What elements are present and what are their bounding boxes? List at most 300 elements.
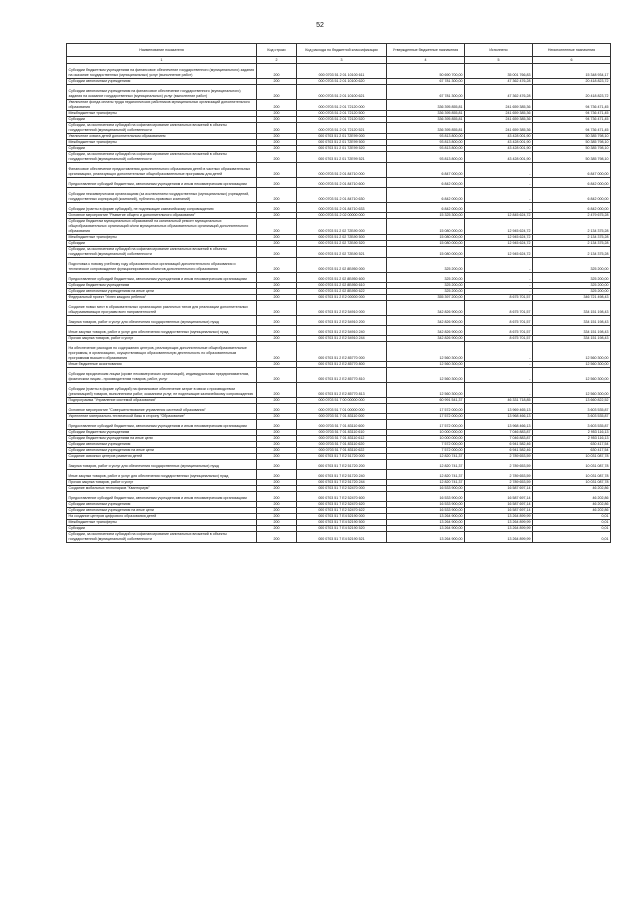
row-unexecuted: 334 151 198,43 xyxy=(533,326,611,336)
col-number: 1 xyxy=(67,57,257,64)
row-approved: 15 080 000,00 xyxy=(387,241,465,247)
row-kbk: 000 0703 51 7 01 83110 000 xyxy=(297,414,387,420)
row-approved: 15 080 000,00 xyxy=(387,247,465,258)
row-kbk: 000 0703 51 2 01 72120 500 xyxy=(297,111,387,117)
column-number-row xyxy=(67,57,611,64)
row-approved: 336 395 855,81 xyxy=(387,100,465,111)
row-approved: 12 820 741,37 xyxy=(387,454,465,460)
row-unexecuted: 6 842 000,00 xyxy=(533,203,611,213)
row-unexecuted: 46 202,86 xyxy=(533,502,611,508)
table-row xyxy=(67,508,611,514)
table-row xyxy=(67,492,611,502)
table-row xyxy=(67,100,611,111)
row-executed: 47 362 476,28 xyxy=(465,79,533,85)
row-executed: - xyxy=(465,368,533,383)
row-approved: 15 080 000,00 xyxy=(387,235,465,241)
row-approved: 50 690 700,00 xyxy=(387,64,465,79)
row-kbk: 000 0703 51 2 01 72120 520 xyxy=(297,117,387,123)
row-name: Подпрограмма "Управление системой образования" xyxy=(67,398,257,404)
row-name: Субсидии бюджетным учреждениям xyxy=(67,430,257,436)
row-unexecuted: 94 736 471,45 xyxy=(533,123,611,134)
col-header-executed: Исполнено xyxy=(465,44,533,57)
table-row xyxy=(67,404,611,414)
row-approved: 342 826 900,00 xyxy=(387,316,465,326)
row-executed: - xyxy=(465,273,533,283)
row-kbk: 000 0703 51 2 01 72E99 500 xyxy=(297,140,387,146)
budget-execution-table xyxy=(66,43,611,543)
row-line-code: 200 xyxy=(257,442,297,448)
row-kbk: 000 0703 51 7 E2 52470 600 xyxy=(297,492,387,502)
row-kbk: 000 0703 51 2 E2 85770 810 xyxy=(297,368,387,383)
row-executed: 12 945 624,72 xyxy=(465,235,533,241)
row-unexecuted: 12 560 300,00 xyxy=(533,362,611,368)
row-unexecuted: 334 151 198,43 xyxy=(533,316,611,326)
row-executed: 47 362 476,28 xyxy=(465,85,533,100)
table-row xyxy=(67,152,611,163)
row-name: Иные бюджетные ассигнования xyxy=(67,362,257,368)
row-name: Иные закупки товаров, работ и услуг для обеспечения государственных (муниципальных) нужд xyxy=(67,326,257,336)
row-approved: 12 560 300,00 xyxy=(387,368,465,383)
row-approved: 93 813 800,00 xyxy=(387,140,465,146)
row-line-code: 200 xyxy=(257,398,297,404)
row-unexecuted: 10 031 087,78 xyxy=(533,460,611,470)
row-unexecuted: 630 417,54 xyxy=(533,448,611,454)
row-unexecuted: 346 721 498,43 xyxy=(533,295,611,301)
table-row xyxy=(67,326,611,336)
row-name: Субсидии xyxy=(67,526,257,532)
row-kbk: 000 0703 51 2 E2 85770 813 xyxy=(297,383,387,398)
row-line-code: 200 xyxy=(257,140,297,146)
row-line-code: 200 xyxy=(257,368,297,383)
row-kbk: 000 0703 51 7 01 83110 612 xyxy=(297,436,387,442)
table-row xyxy=(67,514,611,520)
row-line-code: 200 xyxy=(257,79,297,85)
table-row xyxy=(67,532,611,543)
row-approved: 6 847 000,00 xyxy=(387,163,465,178)
row-kbk: 000 0703 51 2 02 72Б90 500 xyxy=(297,235,387,241)
row-name: Субсидии автономным учреждениям на финансовое обеспечение государственного (муниципального) задания на оказание государственных (муниципальных) услуг (выполнение работ) xyxy=(67,85,257,100)
row-line-code: 200 xyxy=(257,273,297,283)
row-kbk: 000 0703 51 2 01 10100 620 xyxy=(297,79,387,85)
col-number: 6 xyxy=(533,57,611,64)
row-executed: - xyxy=(465,258,533,273)
row-executed: 13 264 899,99 xyxy=(465,526,533,532)
table-row xyxy=(67,316,611,326)
row-executed: - xyxy=(465,203,533,213)
table-row xyxy=(67,178,611,188)
row-executed: 8 675 701,57 xyxy=(465,326,533,336)
row-name: Субсидии бюджетным учреждениям xyxy=(67,283,257,289)
row-name: Субсидии автономным учреждениям на иные цели xyxy=(67,448,257,454)
row-kbk: 000 0703 51 7 E2 52470 000 xyxy=(297,486,387,492)
row-kbk: 000 0703 51 7 01 83110 610 xyxy=(297,430,387,436)
row-kbk: 000 0703 51 2 E2 00000 000 xyxy=(297,295,387,301)
row-kbk: 000 0703 51 7 E4 52190 000 xyxy=(297,514,387,520)
row-kbk: 000 0703 51 2 02 8Б950 610 xyxy=(297,283,387,289)
row-unexecuted: 15 348 934,17 xyxy=(533,64,611,79)
row-unexecuted: 20 418 823,72 xyxy=(533,79,611,85)
row-executed: - xyxy=(465,178,533,188)
row-kbk: 000 0703 51 7 00 00000 000 xyxy=(297,398,387,404)
row-name: Межбюджетные трансферты xyxy=(67,140,257,146)
row-kbk: 000 0703 51 2 E2 54910 244 xyxy=(297,336,387,342)
row-name: Субсидии юридическим лицам (кроме некоммерческих организаций), индивидуальным предпринимателям, физическим лицам - производителям товаров, работ, услуг xyxy=(67,368,257,383)
table-row xyxy=(67,368,611,383)
table-row xyxy=(67,486,611,492)
row-name: Предоставление субсидий бюджетным, автономным учреждениям и иным некоммерческим организациям xyxy=(67,492,257,502)
row-executed: - xyxy=(465,188,533,203)
row-line-code: 200 xyxy=(257,85,297,100)
row-approved: 12 820 741,37 xyxy=(387,460,465,470)
row-unexecuted: 94 736 471,45 xyxy=(533,111,611,117)
row-approved: 325 200,00 xyxy=(387,289,465,295)
row-approved: 17 572 000,00 xyxy=(387,404,465,414)
row-name: Субсидии, за исключением субсидий на софинансирование капитальных вложений в объекты государственной (муниципальной) собственности xyxy=(67,247,257,258)
row-line-code: 200 xyxy=(257,295,297,301)
row-kbk: 000 0703 51 2 01 84710 000 xyxy=(297,163,387,178)
row-name: Прочая закупка товаров, работ и услуг xyxy=(67,336,257,342)
row-executed: 12 845 624,72 xyxy=(465,213,533,219)
row-line-code: 200 xyxy=(257,326,297,336)
row-name: Субсидии, за исключением субсидий на софинансирование капитальных вложений в объекты государственной (муниципальной) собственности xyxy=(67,532,257,543)
row-kbk: 000 0703 51 7 E2 51720 240 xyxy=(297,470,387,480)
row-line-code: 200 xyxy=(257,123,297,134)
row-executed: 2 789 653,59 xyxy=(465,454,533,460)
table-row xyxy=(67,163,611,178)
row-approved: 7 572 000,00 xyxy=(387,442,465,448)
row-line-code: 200 xyxy=(257,336,297,342)
row-executed: 13 264 899,99 xyxy=(465,520,533,526)
row-name: Субсидии автономным учреждениям на иные цели xyxy=(67,289,257,295)
row-approved: 342 826 900,00 xyxy=(387,301,465,316)
row-executed: - xyxy=(465,383,533,398)
row-line-code: 200 xyxy=(257,316,297,326)
row-approved: 93 813 800,00 xyxy=(387,146,465,152)
row-kbk: 000 0703 51 7 01 83110 622 xyxy=(297,448,387,454)
row-line-code: 200 xyxy=(257,258,297,273)
row-executed: 7 046 883,87 xyxy=(465,430,533,436)
row-name: Субсидии автономным учреждениям xyxy=(67,79,257,85)
row-name: Межбюджетные трансферты xyxy=(67,520,257,526)
col-header-kbk: Код расхода по бюджетной классификации xyxy=(297,44,387,57)
row-name: Субсидии (гранты в форме субсидий) на финансовое обеспечение затрат в связи с производством (реализацией) товаров, выполнением работ, оказанием услуг, не подлежащие казначейскому сопровождению xyxy=(67,383,257,398)
row-approved: 336 395 855,81 xyxy=(387,117,465,123)
row-executed: 2 789 653,59 xyxy=(465,470,533,480)
row-name: Прочая закупка товаров, работ и услуг xyxy=(67,480,257,486)
row-name: Субсидии бюджетным учреждениям на финансовое обеспечение государственного (муниципального) задания на оказание государственных (муниципальных) услуг (выполнение работ) xyxy=(67,64,257,79)
col-header-unexecuted: Неисполненные назначения xyxy=(533,44,611,57)
row-executed: - xyxy=(465,163,533,178)
table-row xyxy=(67,188,611,203)
row-executed: 8 675 701,57 xyxy=(465,336,533,342)
row-line-code: 200 xyxy=(257,188,297,203)
row-name: Финансовое обеспечение предоставления дополнительного образования детей в частных образовательных организациях, реализующих дополнительные общеобразовательные программы для детей xyxy=(67,163,257,178)
row-line-code: 200 xyxy=(257,342,297,362)
table-row xyxy=(67,448,611,454)
row-kbk: 000 0703 51 2 02 8Б950 622 xyxy=(297,289,387,295)
row-approved: 342 826 900,00 xyxy=(387,336,465,342)
row-line-code: 200 xyxy=(257,430,297,436)
row-kbk: 000 0703 51 2 E2 85770 000 xyxy=(297,342,387,362)
row-kbk: 000 0703 51 2 01 10100 621 xyxy=(297,85,387,100)
row-line-code: 200 xyxy=(257,414,297,420)
row-kbk: 000 0703 51 2 E2 54910 000 xyxy=(297,301,387,316)
row-unexecuted: 2 953 116,13 xyxy=(533,436,611,442)
row-name: Предоставление субсидий бюджетным, автономным учреждениям и иным некоммерческим организациям xyxy=(67,273,257,283)
row-kbk: 000 0703 51 2 02 00000 000 xyxy=(297,213,387,219)
row-unexecuted: 50 385 798,10 xyxy=(533,146,611,152)
row-executed: 43 428 001,90 xyxy=(465,134,533,140)
table-row xyxy=(67,398,611,404)
row-executed: 13 969 465,13 xyxy=(465,404,533,414)
row-executed: 2 789 653,59 xyxy=(465,480,533,486)
row-kbk: 000 0703 51 2 01 72E99 520 xyxy=(297,146,387,152)
table-row xyxy=(67,420,611,430)
row-executed: 241 659 385,36 xyxy=(465,111,533,117)
row-kbk: 000 0703 51 2 02 72Б90 520 xyxy=(297,241,387,247)
row-approved: 13 264 900,00 xyxy=(387,520,465,526)
row-approved: 355 397 200,00 xyxy=(387,295,465,301)
row-executed: 16 587 697,14 xyxy=(465,492,533,502)
row-line-code: 200 xyxy=(257,520,297,526)
row-approved: 13 264 900,00 xyxy=(387,514,465,520)
row-unexecuted: 12 560 300,00 xyxy=(533,383,611,398)
row-line-code: 200 xyxy=(257,178,297,188)
table-row xyxy=(67,85,611,100)
row-executed: 13 264 899,99 xyxy=(465,532,533,543)
row-line-code: 200 xyxy=(257,241,297,247)
row-kbk: 000 0703 51 2 01 72E99 521 xyxy=(297,152,387,163)
row-executed: 8 675 701,57 xyxy=(465,295,533,301)
row-kbk: 000 0703 51 7 E2 52470 622 xyxy=(297,508,387,514)
row-name: Создание сквозных центров развития детей xyxy=(67,454,257,460)
row-name: Закупка товаров, работ и услуг для обеспечения государственных (муниципальных) нужд xyxy=(67,460,257,470)
row-approved: 17 572 000,00 xyxy=(387,420,465,430)
row-name: Подготовка к новому учебному году образовательных организаций дополнительного образования и техническое сопровождение функционирования объектов дополнительного образования xyxy=(67,258,257,273)
row-unexecuted: 12 560 300,00 xyxy=(533,368,611,383)
row-name: Субсидии xyxy=(67,241,257,247)
row-name: Субсидии, за исключением субсидий на софинансирование капитальных вложений в объекты государственной (муниципальной) собственности xyxy=(67,123,257,134)
row-line-code: 200 xyxy=(257,219,297,235)
row-kbk: 000 0703 51 2 02 8Б950 600 xyxy=(297,273,387,283)
table-row xyxy=(67,273,611,283)
row-line-code: 200 xyxy=(257,486,297,492)
row-executed: 241 659 385,36 xyxy=(465,117,533,123)
row-name: Субсидии некоммерческим организациям (за исключением государственных (муниципальных) учреждений, государственных корпораций (компаний), публично-правовых компаний) xyxy=(67,188,257,203)
table-row xyxy=(67,203,611,213)
row-unexecuted: 46 202,86 xyxy=(533,492,611,502)
table-row xyxy=(67,414,611,420)
row-kbk: 000 0703 51 7 01 83110 600 xyxy=(297,420,387,430)
row-name: Основное мероприятие "Развитие общего и дополнительного образования" xyxy=(67,213,257,219)
row-unexecuted: 334 151 198,43 xyxy=(533,301,611,316)
row-name: Укрепление материально-технической базы в сторону "Образование" xyxy=(67,414,257,420)
row-executed: 35 001 766,83 xyxy=(465,64,533,79)
row-executed: - xyxy=(465,289,533,295)
table-row xyxy=(67,64,611,79)
row-name: Иные закупки товаров, работ и услуг для обеспечения государственных (муниципальных) нужд xyxy=(67,470,257,480)
row-approved: 12 820 741,37 xyxy=(387,480,465,486)
row-name: Основное мероприятие "Совершенствование управления системой образования" xyxy=(67,404,257,414)
col-header-line-code: Код строки xyxy=(257,44,297,57)
row-approved: 67 781 300,00 xyxy=(387,79,465,85)
row-executed: 13 264 899,99 xyxy=(465,514,533,520)
row-unexecuted: 630 417,54 xyxy=(533,442,611,448)
row-kbk: 000 0703 51 7 01 00000 000 xyxy=(297,404,387,414)
table-row xyxy=(67,342,611,362)
row-executed: - xyxy=(465,342,533,362)
row-unexecuted: 2 134 375,28 xyxy=(533,219,611,235)
row-line-code: 200 xyxy=(257,508,297,514)
table-row xyxy=(67,289,611,295)
row-kbk: 000 0703 51 2 01 84710 633 xyxy=(297,203,387,213)
row-approved: 325 200,00 xyxy=(387,273,465,283)
row-line-code: 200 xyxy=(257,460,297,470)
table-row xyxy=(67,213,611,219)
table-row xyxy=(67,301,611,316)
row-name: На создание центров цифрового образования детей xyxy=(67,514,257,520)
row-approved: 13 264 900,00 xyxy=(387,526,465,532)
row-executed: 16 587 697,14 xyxy=(465,508,533,514)
row-line-code: 200 xyxy=(257,203,297,213)
row-kbk: 000 0703 51 2 01 72120 521 xyxy=(297,123,387,134)
row-executed: 7 046 883,87 xyxy=(465,436,533,442)
row-unexecuted: 10 031 087,78 xyxy=(533,470,611,480)
row-unexecuted: 20 418 823,72 xyxy=(533,85,611,100)
row-unexecuted: 10 031 087,78 xyxy=(533,454,611,460)
row-unexecuted: 13 660 822,52 xyxy=(533,398,611,404)
row-unexecuted: 2 479 675,28 xyxy=(533,213,611,219)
row-line-code: 200 xyxy=(257,404,297,414)
row-approved: 12 560 300,00 xyxy=(387,342,465,362)
row-line-code: 200 xyxy=(257,117,297,123)
row-executed: 8 675 701,57 xyxy=(465,301,533,316)
row-approved: 93 813 800,00 xyxy=(387,152,465,163)
row-approved: 17 572 000,00 xyxy=(387,414,465,420)
row-line-code: 200 xyxy=(257,514,297,520)
col-number: 4 xyxy=(387,57,465,64)
row-kbk: 000 0703 51 2 02 72Б90 000 xyxy=(297,219,387,235)
table-row xyxy=(67,460,611,470)
row-name: Субсидии автономным учреждениям xyxy=(67,502,257,508)
row-executed: 16 587 697,14 xyxy=(465,502,533,508)
row-executed: 43 428 001,90 xyxy=(465,152,533,163)
table-row xyxy=(67,258,611,273)
row-kbk: 000 0703 51 7 E4 52190 521 xyxy=(297,532,387,543)
table-row xyxy=(67,383,611,398)
row-approved: 10 000 000,00 xyxy=(387,436,465,442)
row-unexecuted: 94 736 471,45 xyxy=(533,117,611,123)
row-unexecuted: 46 202,86 xyxy=(533,486,611,492)
row-unexecuted: 0,01 xyxy=(533,520,611,526)
row-approved: 16 533 900,00 xyxy=(387,486,465,492)
row-executed: 12 945 624,72 xyxy=(465,247,533,258)
row-name: Субсидии (гранты в форме субсидий), не подлежащие казначейскому сопровождению xyxy=(67,203,257,213)
row-approved: 12 560 300,00 xyxy=(387,383,465,398)
row-line-code: 200 xyxy=(257,247,297,258)
row-approved: 6 842 000,00 xyxy=(387,188,465,203)
row-executed: 2 789 653,59 xyxy=(465,460,533,470)
col-header-approved: Утвержденные бюджетные назначения xyxy=(387,44,465,57)
row-approved: 10 000 000,00 xyxy=(387,430,465,436)
row-kbk: 000 0703 51 2 E2 54910 240 xyxy=(297,326,387,336)
table-row xyxy=(67,470,611,480)
row-kbk: 000 0703 51 2 02 72Б90 521 xyxy=(297,247,387,258)
row-executed: 6 941 582,46 xyxy=(465,442,533,448)
row-kbk: 000 0703 51 2 E2 54910 200 xyxy=(297,316,387,326)
row-approved: 336 395 855,81 xyxy=(387,123,465,134)
table-row xyxy=(67,247,611,258)
row-line-code: 200 xyxy=(257,100,297,111)
row-name: На обеспечение расходов по содержанию центров, реализующих дополнительные общеобразовательные программы, в организациях, осуществляющих образовательную деятельность по образовательным программам высшего образования xyxy=(67,342,257,362)
row-approved: 336 395 855,81 xyxy=(387,111,465,117)
row-unexecuted: 50 385 798,10 xyxy=(533,140,611,146)
row-unexecuted: 2 134 375,28 xyxy=(533,247,611,258)
row-line-code: 200 xyxy=(257,436,297,442)
row-unexecuted: 46 202,86 xyxy=(533,508,611,514)
row-approved: 325 200,00 xyxy=(387,283,465,289)
row-unexecuted: 2 134 375,28 xyxy=(533,235,611,241)
row-kbk: 000 0703 51 7 E2 51720 244 xyxy=(297,480,387,486)
row-approved: 342 826 900,00 xyxy=(387,326,465,336)
row-executed: 241 659 385,36 xyxy=(465,123,533,134)
row-kbk: 000 0703 51 7 E2 51720 200 xyxy=(297,460,387,470)
row-unexecuted: 0,01 xyxy=(533,514,611,520)
row-approved: 15 080 000,00 xyxy=(387,219,465,235)
row-line-code: 200 xyxy=(257,362,297,368)
row-unexecuted: 50 385 798,10 xyxy=(533,152,611,163)
row-executed: 241 659 385,36 xyxy=(465,100,533,111)
row-executed: 43 428 001,90 xyxy=(465,140,533,146)
row-unexecuted: 6 842 000,00 xyxy=(533,178,611,188)
row-executed: 16 587 697,14 xyxy=(465,486,533,492)
row-name: Закупка товаров, работ и услуг для обеспечения государственных (муниципальных) нужд xyxy=(67,316,257,326)
row-kbk: 000 0703 51 7 01 83110 620 xyxy=(297,442,387,448)
row-approved: 13 264 900,00 xyxy=(387,532,465,543)
row-line-code: 200 xyxy=(257,283,297,289)
row-unexecuted: 12 560 300,00 xyxy=(533,342,611,362)
col-number: 2 xyxy=(257,57,297,64)
table-header-row xyxy=(67,44,611,57)
row-unexecuted: 0,01 xyxy=(533,532,611,543)
row-name: Субсидии автономным учреждениям xyxy=(67,442,257,448)
row-executed: 13 968 466,13 xyxy=(465,414,533,420)
row-name: Предоставление субсидий бюджетным, автономным учреждениям и иным некоммерческим организациям xyxy=(67,420,257,430)
col-header-name: Наименование показателя xyxy=(67,44,257,57)
row-unexecuted: 3 603 535,87 xyxy=(533,404,611,414)
col-number: 3 xyxy=(297,57,387,64)
row-approved: 67 781 300,00 xyxy=(387,85,465,100)
row-unexecuted: 2 953 116,13 xyxy=(533,430,611,436)
table-row xyxy=(67,123,611,134)
row-unexecuted: 0,01 xyxy=(533,526,611,532)
row-line-code: 200 xyxy=(257,301,297,316)
row-approved: 6 842 000,00 xyxy=(387,203,465,213)
row-line-code: 200 xyxy=(257,163,297,178)
row-name: Создание мобильных технопарков "Кванториум" xyxy=(67,486,257,492)
row-executed: 8 675 701,57 xyxy=(465,316,533,326)
table-row xyxy=(67,219,611,235)
row-kbk: 000 0703 51 2 01 72E99 000 xyxy=(297,134,387,140)
row-line-code: 200 xyxy=(257,526,297,532)
row-unexecuted: 6 847 000,00 xyxy=(533,163,611,178)
row-kbk: 000 0703 51 7 E2 51720 000 xyxy=(297,454,387,460)
row-line-code: 200 xyxy=(257,470,297,480)
col-number: 5 xyxy=(465,57,533,64)
row-approved: 16 533 900,00 xyxy=(387,492,465,502)
row-approved: 7 572 000,00 xyxy=(387,448,465,454)
row-kbk: 000 0703 51 2 01 72120 000 xyxy=(297,100,387,111)
